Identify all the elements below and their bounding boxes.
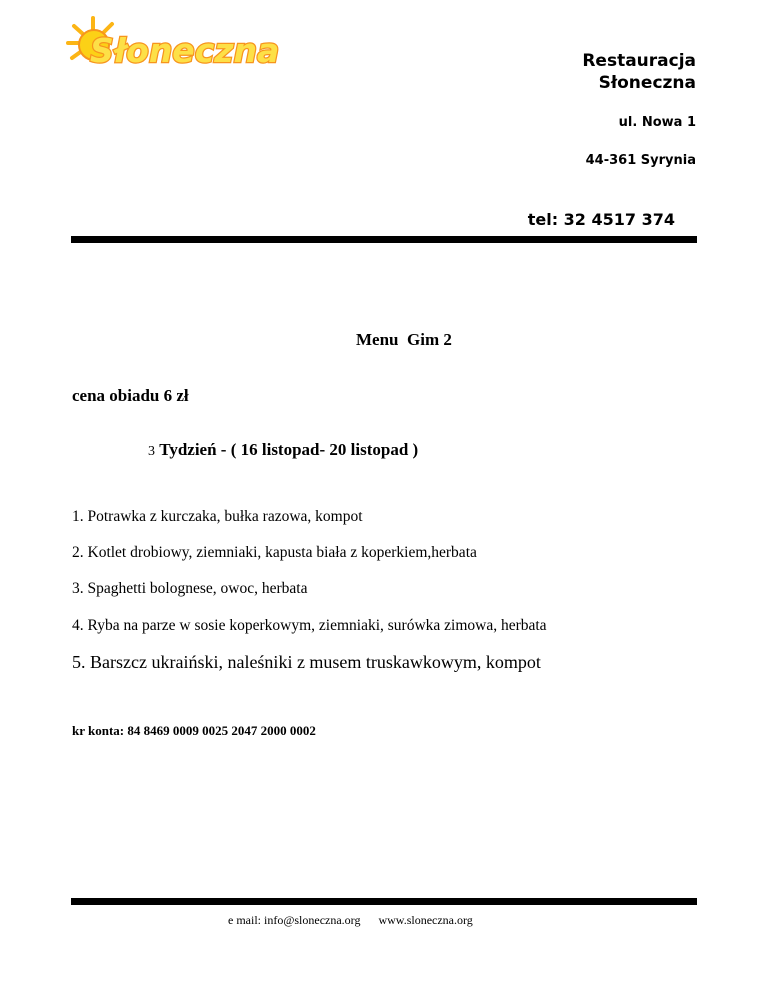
lunch-price: cena obiadu 6 zł [72, 386, 189, 405]
restaurant-name-line2: Słoneczna [598, 73, 696, 93]
restaurant-name-line1: Restauracja [582, 51, 696, 71]
menu-item-1: 1. Potrawka z kurczaka, bułka razowa, kompot [72, 508, 363, 525]
menu-item-5: 5. Barszcz ukraiński, naleśniki z musem truskawkowym, kompot [72, 652, 541, 672]
menu-item-4: 4. Ryba na parze w sosie koperkowym, ziemniaki, surówka zimowa, herbata [72, 617, 547, 634]
address-city: 44-361 Syrynia [585, 153, 696, 168]
footer-email: e mail: info@sloneczna.org [228, 913, 361, 927]
logo-text: Słoneczna [90, 31, 280, 70]
restaurant-name [582, 50, 696, 94]
week-dates: Tydzień - ( 16 listopad- 20 listopad ) [159, 440, 419, 459]
menu-item-3: 3. Spaghetti bolognese, owoc, herbata [72, 580, 308, 597]
week-range [148, 440, 418, 460]
phone-number: tel: 32 4517 374 [527, 210, 675, 229]
footer-website: www.sloneczna.org [378, 913, 473, 927]
menu-title: Menu Gim 2 [356, 330, 452, 349]
menu-item-2: 2. Kotlet drobiowy, ziemniaki, kapusta biała z koperkiem,herbata [72, 544, 477, 561]
footer [228, 913, 473, 928]
footer-divider [71, 898, 697, 905]
header-divider [71, 236, 697, 243]
bank-account: kr konta: 84 8469 0009 0025 2047 2000 0002 [72, 723, 316, 738]
address-street: ul. Nowa 1 [618, 115, 696, 130]
restaurant-logo [60, 12, 295, 76]
week-number: 3 [148, 444, 155, 459]
